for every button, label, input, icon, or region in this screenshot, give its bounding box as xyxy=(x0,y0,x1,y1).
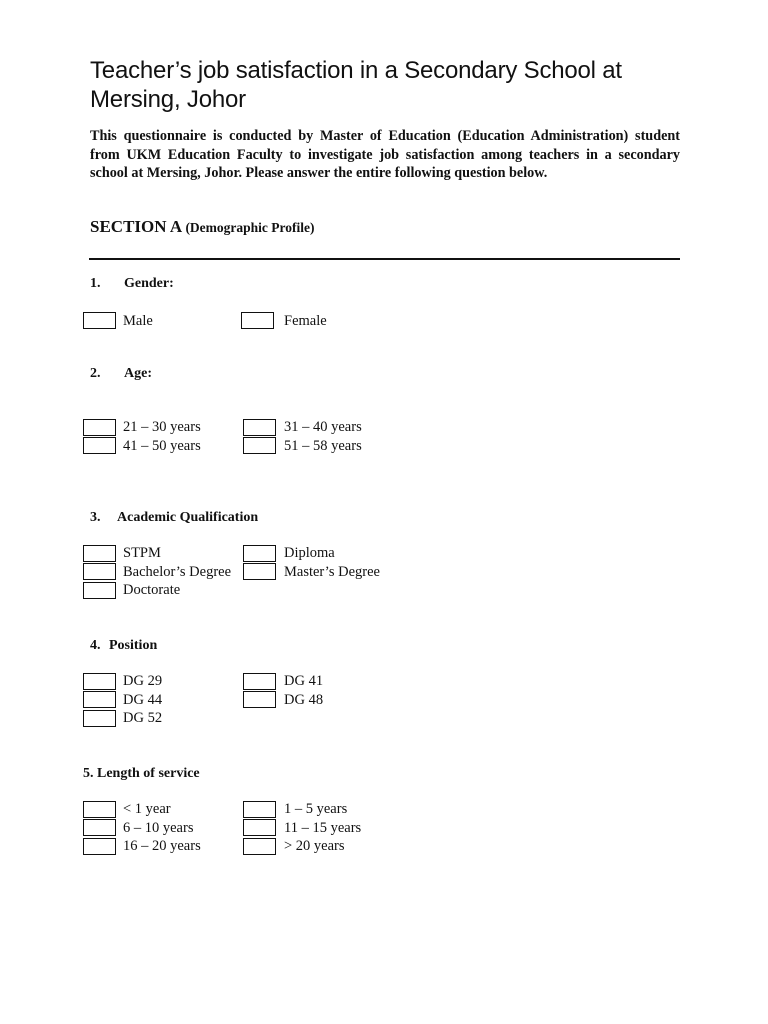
checkbox-female[interactable] xyxy=(241,312,274,329)
question-qualification-label xyxy=(90,510,258,526)
option-label: Female xyxy=(284,313,327,329)
question-number: 2. xyxy=(90,366,101,381)
option-label: DG 52 xyxy=(123,710,163,726)
question-number: 4. xyxy=(90,638,101,653)
checkbox-bachelors[interactable] xyxy=(83,563,116,580)
question-text: Gender: xyxy=(124,276,174,291)
option-label: 31 – 40 years xyxy=(284,419,362,435)
section-heading xyxy=(90,217,315,237)
option-label: DG 29 xyxy=(123,673,163,689)
question-text: Academic Qualification xyxy=(117,510,259,525)
option-label: 11 – 15 years xyxy=(284,820,362,836)
checkbox-age-41-50[interactable] xyxy=(83,437,116,454)
option-label: DG 41 xyxy=(284,673,324,689)
checkbox-age-51-58[interactable] xyxy=(243,437,276,454)
checkbox-dg41[interactable] xyxy=(243,673,276,690)
question-number: 1. xyxy=(90,276,101,291)
checkbox-doctorate[interactable] xyxy=(83,582,116,599)
checkbox-dg29[interactable] xyxy=(83,673,116,690)
question-number: 5. xyxy=(83,766,94,781)
checkbox-dg52[interactable] xyxy=(83,710,116,727)
checkbox-gt-20-years[interactable] xyxy=(243,838,276,855)
option-label: 21 – 30 years xyxy=(123,419,201,435)
question-text: Position xyxy=(109,638,158,653)
option-label: 51 – 58 years xyxy=(284,438,362,454)
question-position-label xyxy=(90,638,157,654)
option-label: Doctorate xyxy=(123,582,181,598)
option-label: < 1 year xyxy=(123,801,171,817)
option-label: DG 44 xyxy=(123,692,163,708)
option-label: > 20 years xyxy=(284,838,345,854)
option-label: Bachelor’s Degree xyxy=(123,564,232,580)
option-label: 6 – 10 years xyxy=(123,820,194,836)
option-label: Master’s Degree xyxy=(284,564,380,580)
question-number: 3. xyxy=(90,510,101,525)
question-text: Age: xyxy=(124,366,152,381)
section-divider xyxy=(89,258,680,260)
checkbox-dg48[interactable] xyxy=(243,691,276,708)
option-label: 1 – 5 years xyxy=(284,801,348,817)
option-label: Diploma xyxy=(284,545,335,561)
checkbox-11-15-years[interactable] xyxy=(243,819,276,836)
checkbox-16-20-years[interactable] xyxy=(83,838,116,855)
question-gender-label xyxy=(90,276,174,292)
option-label: Male xyxy=(123,313,153,329)
intro-paragraph: This questionnaire is conducted by Master of Education (Education Administration) student from UKM Education Faculty to investigate job satisfaction among teachers in a secondary school at Mersing, Johor. Please answer the entire following question below. xyxy=(90,128,680,181)
section-subtitle: (Demographic Profile) xyxy=(185,220,315,235)
checkbox-male[interactable] xyxy=(83,312,116,329)
checkbox-stpm[interactable] xyxy=(83,545,116,562)
question-service-label xyxy=(83,766,200,782)
question-text: Length of service xyxy=(97,766,200,781)
option-label: 16 – 20 years xyxy=(123,838,201,854)
question-age-label xyxy=(90,366,152,382)
option-label: 41 – 50 years xyxy=(123,438,201,454)
checkbox-dg44[interactable] xyxy=(83,691,116,708)
page-title: Teacher’s job satisfaction in a Secondary School at Mersing, Johor xyxy=(90,57,622,113)
option-label: STPM xyxy=(123,545,161,561)
checkbox-6-10-years[interactable] xyxy=(83,819,116,836)
checkbox-age-21-30[interactable] xyxy=(83,419,116,436)
checkbox-masters[interactable] xyxy=(243,563,276,580)
section-title: SECTION A xyxy=(90,217,182,236)
checkbox-age-31-40[interactable] xyxy=(243,419,276,436)
checkbox-1-5-years[interactable] xyxy=(243,801,276,818)
checkbox-diploma[interactable] xyxy=(243,545,276,562)
checkbox-lt-1-year[interactable] xyxy=(83,801,116,818)
option-label: DG 48 xyxy=(284,692,324,708)
